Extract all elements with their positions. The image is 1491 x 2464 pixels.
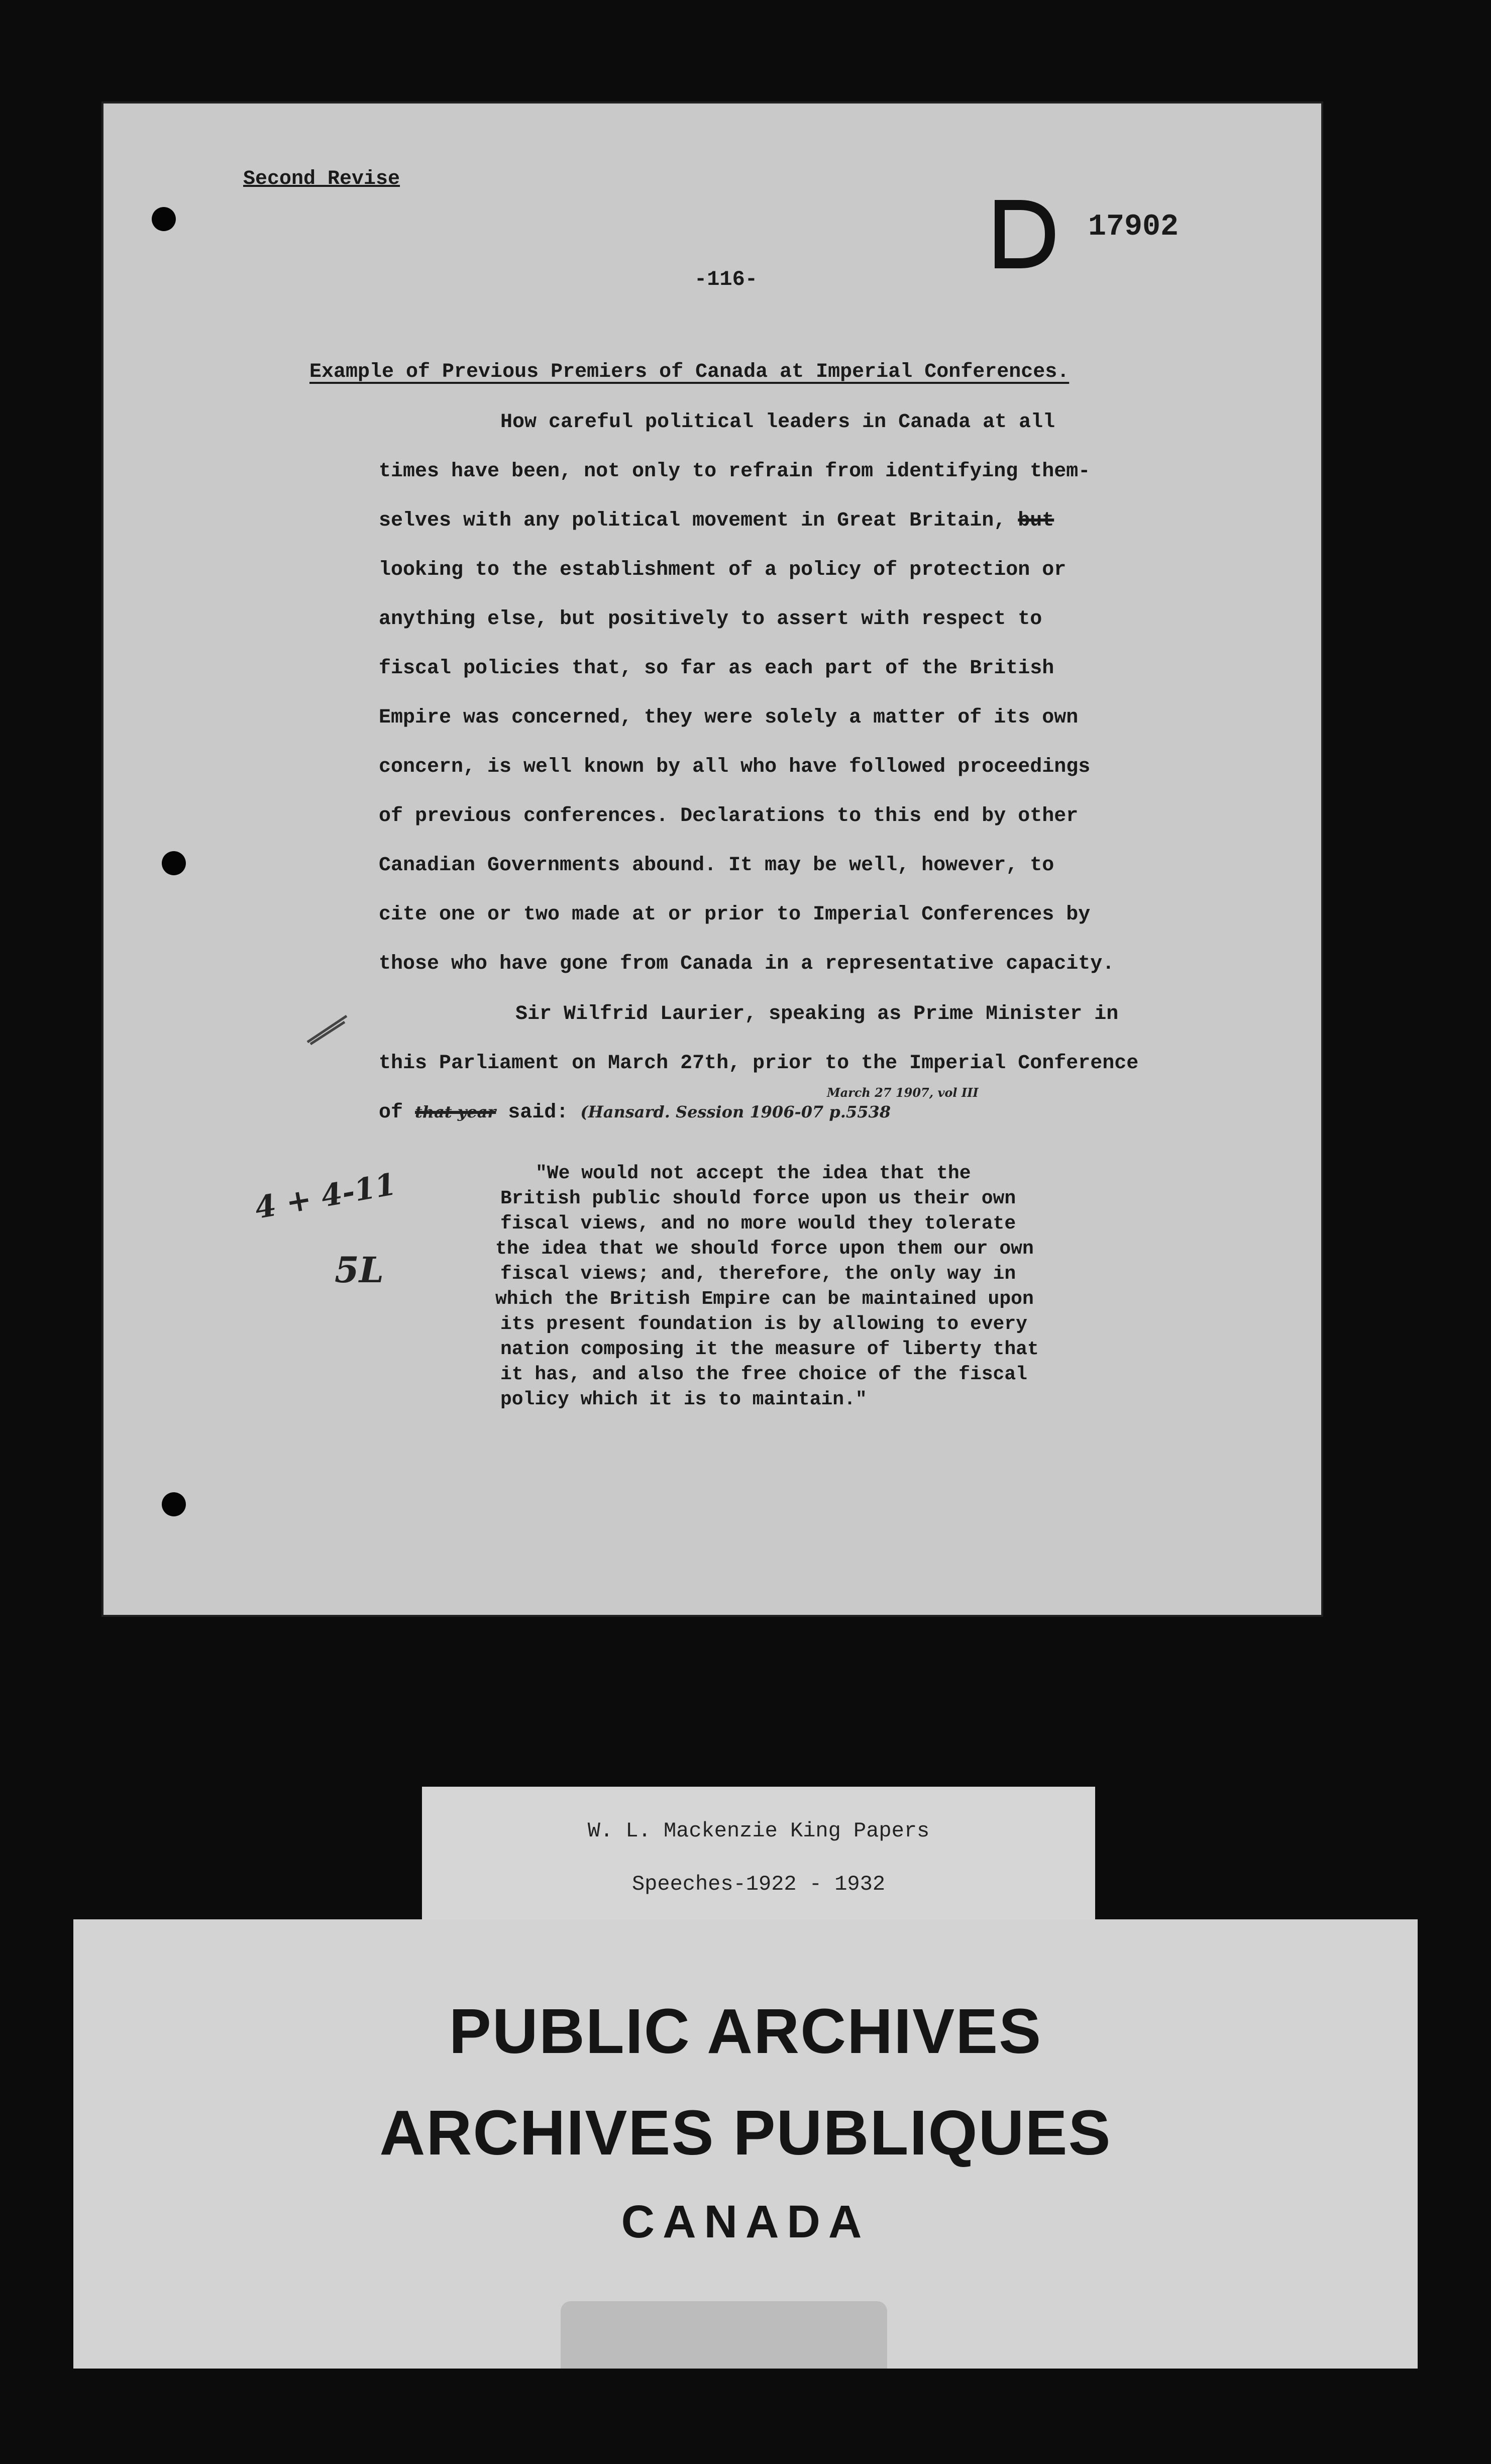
label-tab: [561, 2301, 887, 2369]
body-line: of previous conferences. Declarations to this end by other: [379, 805, 1079, 828]
body-line: anything else, but positively to assert with respect to: [379, 608, 1042, 631]
doc-prefix-stamp: [991, 199, 1056, 269]
body-line: times have been, not only to refrain from identifying them-: [379, 460, 1091, 483]
collection-title: W. L. Mackenzie King Papers: [587, 1819, 930, 1843]
collection-label: [422, 1787, 1095, 1934]
quote-line: which the British Empire can be maintained upon: [495, 1288, 1034, 1310]
revise-label: Second Revise: [243, 168, 400, 190]
collection-series: Speeches-1922 - 1932: [631, 1872, 886, 1896]
quote-line: "We would not accept the idea that the: [536, 1163, 971, 1184]
body-line: How careful political leaders in Canada at all: [500, 411, 1055, 434]
handwritten-citation-above: March 27 1907, vol III: [827, 1085, 979, 1100]
body-line: looking to the establishment of a policy of protection or: [379, 559, 1067, 581]
doc-number: 17902: [1088, 210, 1179, 244]
body-line: Canadian Governments abound. It may be well, however, to: [379, 854, 1054, 877]
body-line: concern, is well known by all who have followed proceedings: [379, 756, 1091, 778]
body-line: selves with any political movement in Great Britain, but: [379, 509, 1054, 532]
punch-hole: [162, 851, 186, 875]
body-line: this Parliament on March 27th, prior to the Imperial Conference: [379, 1052, 1139, 1075]
quote-line: nation composing it the measure of liberty that: [500, 1339, 1039, 1360]
body-line: those who have gone from Canada in a representative capacity.: [379, 953, 1115, 975]
body-line-said: of that year said: (Hansard. Session 1906-07 p.5538: [379, 1101, 891, 1124]
quote-line: British public should force upon us their own: [500, 1188, 1016, 1209]
body-line: Empire was concerned, they were solely a matter of its own: [379, 706, 1079, 729]
pencil-mark: [304, 1012, 350, 1047]
quote-line: fiscal views; and, therefore, the only way in: [500, 1263, 1016, 1285]
punch-hole: [152, 207, 176, 231]
archives-country: CANADA: [621, 2196, 870, 2247]
handwritten-insert: that year: [415, 1102, 496, 1121]
page-number: -116-: [694, 267, 758, 291]
section-heading: Example of Previous Premiers of Canada at Imperial Conferences.: [309, 361, 1070, 383]
quote-line: fiscal views, and no more would they tolerate: [500, 1213, 1016, 1235]
archives-title-en: PUBLIC ARCHIVES: [449, 1996, 1042, 2067]
archives-title-fr: ARCHIVES PUBLIQUES: [379, 2097, 1112, 2168]
handwritten-citation: (Hansard. Session 1906-07 p.5538: [580, 1102, 891, 1121]
body-line: fiscal policies that, so far as each part of the British: [379, 657, 1054, 680]
document-page: [103, 104, 1321, 1615]
margin-note: 4 + 4-11: [252, 1166, 399, 1226]
quote-line: policy which it is to maintain.": [500, 1389, 867, 1410]
quote-line: it has, and also the free choice of the fiscal: [500, 1364, 1027, 1385]
quote-line: its present foundation is by allowing to every: [500, 1313, 1027, 1335]
body-line: cite one or two made at or prior to Imperial Conferences by: [379, 903, 1091, 926]
quote-line: the idea that we should force upon them our own: [495, 1238, 1034, 1260]
punch-hole: [162, 1492, 186, 1516]
margin-note: 5L: [335, 1249, 384, 1291]
body-line: Sir Wilfrid Laurier, speaking as Prime Minister in: [515, 1003, 1119, 1025]
archives-label: [73, 1919, 1418, 2369]
